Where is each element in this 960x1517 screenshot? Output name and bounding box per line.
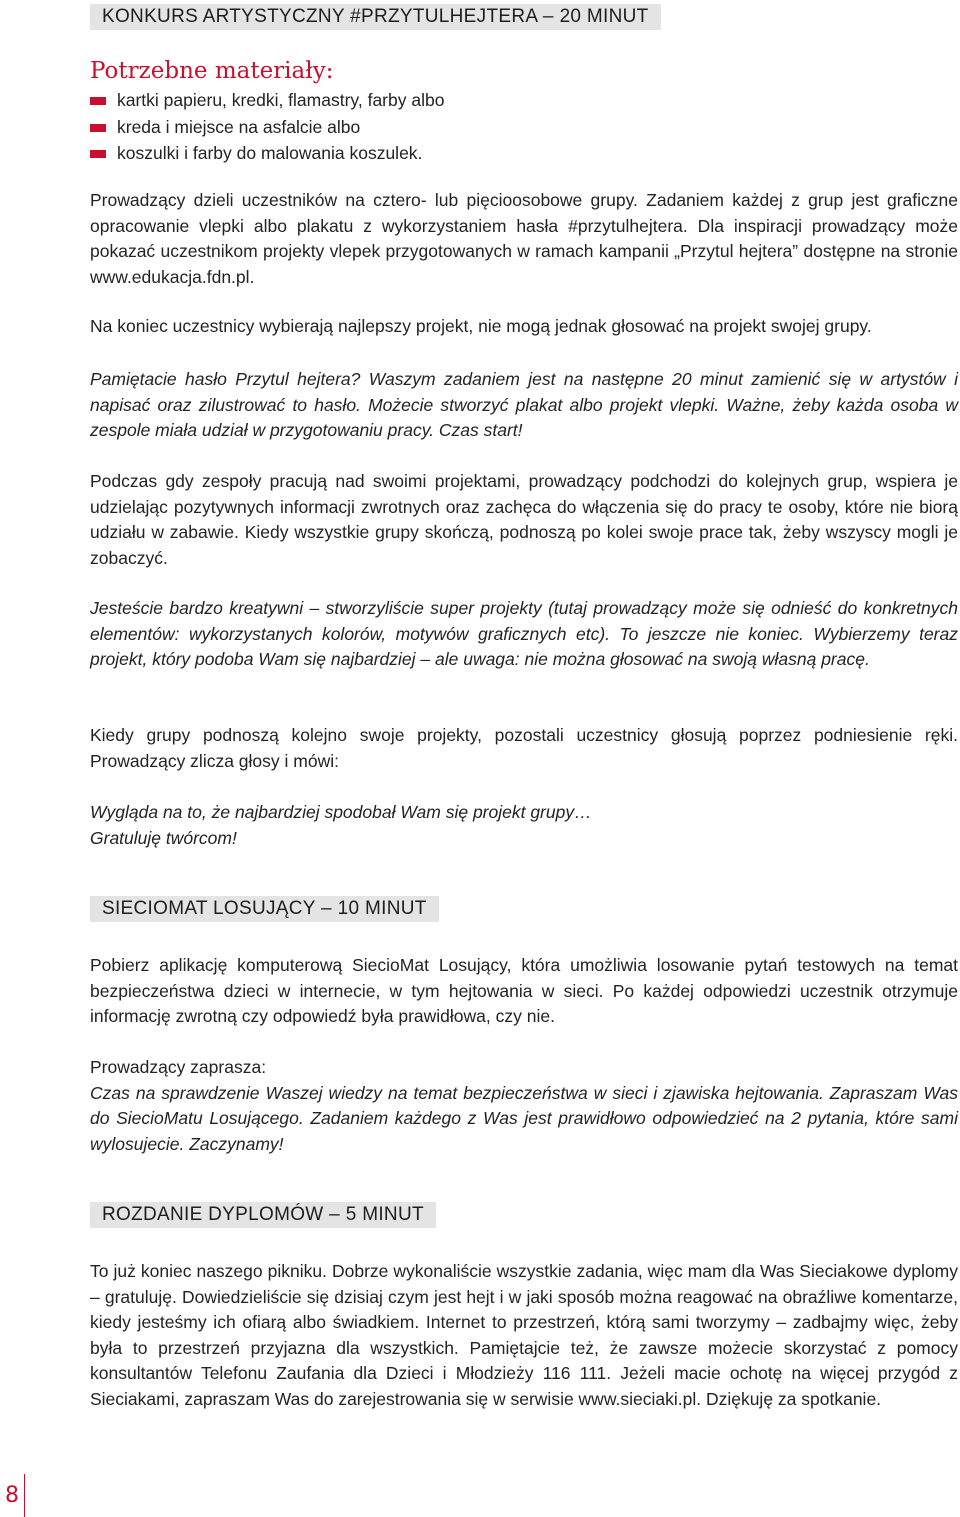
section-dash: – <box>329 1204 341 1225</box>
section-title: SIECIOMAT LOSUJĄCY <box>102 898 316 919</box>
section-title: KONKURS ARTYSTYCZNY #PRZYTULHEJTERA <box>102 6 538 27</box>
section-dash: – <box>542 6 554 27</box>
section-duration: 10 MINUT <box>337 898 427 919</box>
section-duration: 20 MINUT <box>559 6 649 27</box>
paragraph-invitation <box>90 1055 958 1157</box>
section-header-siociomat <box>90 896 439 922</box>
list-item <box>90 140 444 167</box>
paragraph-winner-quote <box>90 800 958 851</box>
list-item-text: koszulki i farby do malowania koszulek. <box>117 143 423 163</box>
section-header-dyplomy <box>90 1202 436 1228</box>
quote-line: Wygląda na to, że najbardziej spodobał Wam się projekt grupy… <box>90 802 592 822</box>
paragraph-facilitator-support: Podczas gdy zespoły pracują nad swoimi projektami, prowadzący podchodzi do kolejnych grup, wspiera je udzielając pozytywnych informacji zwrotnych oraz zachęca do włączenia się do pracy te osoby, które nie biorą udziału w zabawie. Kiedy wszystkie grupy skończą, podnoszą po kolei swoje prace tak, żeby wszyscy mogli je zobaczyć. <box>90 471 958 568</box>
list-item-text: kartki papieru, kredki, flamastry, farby albo <box>117 90 445 110</box>
invitation-quote: Czas na sprawdzenie Waszej wiedzy na temat bezpieczeństwa w sieci i zjawiska hejtowania. Zapraszam Was do SiecioMatu Losującego. Zadaniem każdego z Was jest prawidłowo odpowiedzieć na 2 pytania, które sami wylosujecie. Zaczynamy! <box>90 1082 958 1154</box>
paragraph-app-download: Pobierz aplikację komputerową SiecioMat Losujący, która umożliwia losowanie pytań testowych na temat bezpieczeństwa dzieci w internecie, w tym hejtowania w sieci. Po każdej odpowiedzi uczestnik otrzymuje informację zwrotną czy odpowiedź była prawidłowa, czy nie. <box>90 955 958 1026</box>
paragraph-instructions-quote: Pamiętacie hasło Przytul hejtera? Waszym zadaniem jest na następne 20 minut zamienić się w artystów i napisać oraz zilustrować to hasło. Możecie stworzyć plakat albo projekt vlepki. Ważne, żeby każda osoba w zespole miała udział w przygotowaniu pracy. Czas start! <box>90 369 958 440</box>
list-item <box>90 114 444 141</box>
section-duration: 5 MINUT <box>345 1204 424 1225</box>
bullet-icon <box>90 150 106 158</box>
materials-title: Potrzebne materiały: <box>90 58 334 84</box>
section-title: ROZDANIE DYPLOMÓW <box>102 1204 324 1225</box>
page-number: 8 <box>5 1483 19 1508</box>
page-number-rule <box>24 1474 25 1517</box>
list-item <box>90 87 444 114</box>
bullet-icon <box>90 97 106 105</box>
materials-list <box>90 87 444 167</box>
list-item-text: kreda i miejsce na asfalcie albo <box>117 116 361 137</box>
paragraph-voting-rule: Na koniec uczestnicy wybierają najlepszy projekt, nie mogą jednak głosować na projekt swojej grupy. <box>90 316 872 336</box>
section-header-konkurs <box>90 4 661 30</box>
invitation-lead: Prowadzący zaprasza: <box>90 1057 267 1077</box>
section-dash: – <box>321 898 333 919</box>
paragraph-creativity-quote: Jesteście bardzo kreatywni – stworzyliście super projekty (tutaj prowadzący może się odnieść do konkretnych elementów: wykorzystanych kolorów, motywów graficznych etc). To jeszcze nie koniec. Wybierzemy teraz projekt, który podoba Wam się najbardziej – ale uwaga: nie można głosować na swoją własną pracę. <box>90 598 958 669</box>
paragraph-vote-count: Kiedy grupy podnoszą kolejno swoje projekty, pozostali uczestnicy głosują poprzez podniesienie ręki. Prowadzący zlicza głosy i mówi: <box>90 725 958 771</box>
paragraph-closing: To już koniec naszego pikniku. Dobrze wykonaliście wszystkie zadania, więc mam dla Was Sieciakowe dyplomy – gratuluję. Dowiedzieliście się dzisiaj czym jest hejt i w jaki sposób można reagować na obraźliwe komentarze, kiedy jesteśmy ich ofiarą albo świadkiem. Internet to przestrzeń, którą sami tworzymy – zadbajmy więc, żeby była to przestrzeń przyjazna dla wszystkich. Pamiętajcie też, że zawsze możecie skorzystać z pomocy konsultantów Telefonu Zaufania dla Dzieci i Młodzieży 116 111. Jeżeli macie ochotę na więcej przygód z Sieciakami, zapraszam Was do zarejestrowania się w serwisie www.sieciaki.pl. Dziękuję za spotkanie. <box>90 1261 958 1409</box>
paragraph-group-task: Prowadzący dzieli uczestników na cztero- lub pięcioosobowe grupy. Zadaniem każdej z grup jest graficzne opracowanie vlepki albo plakatu z wykorzystaniem hasła #przytulhejtera. Dla inspiracji prowadzący może pokazać uczestnikom projekty vlepek przygotowanych w ramach kampanii „Przytul hejtera” dostępne na stronie www.edukacja.fdn.pl. <box>90 190 958 287</box>
quote-line: Gratuluję twórcom! <box>90 827 237 848</box>
bullet-icon <box>90 124 106 132</box>
